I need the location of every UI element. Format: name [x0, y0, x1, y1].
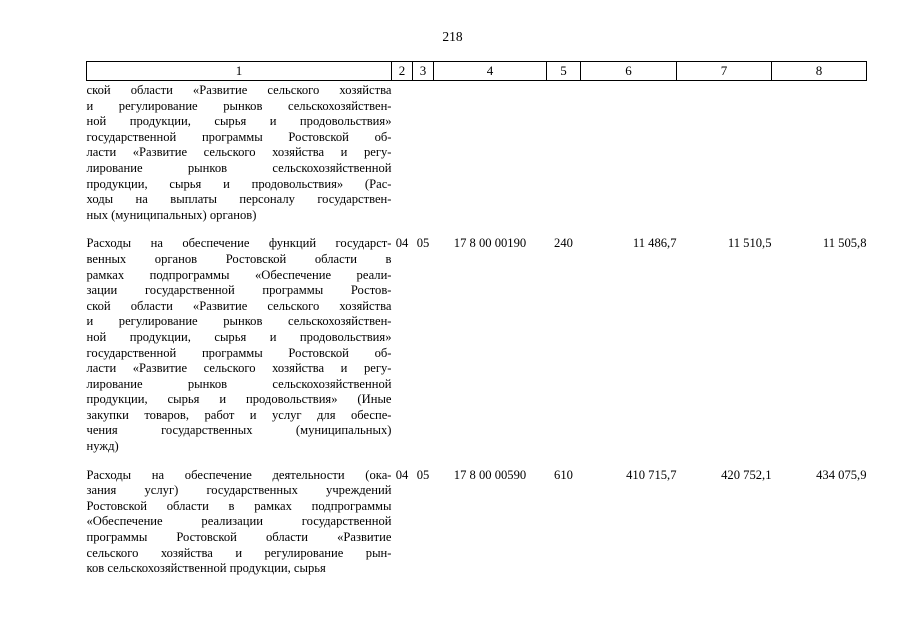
- description-line: и регулирование рынков сельскохозяйствен-: [86, 314, 392, 329]
- amount-col-7: 11 510,5: [727, 236, 772, 251]
- description-line: зания услуг) государственных учреждений: [86, 483, 392, 498]
- description-line: зации государственной программы Ростов-: [86, 283, 392, 298]
- description-line: программы Ростовской области «Развитие: [86, 530, 392, 545]
- description-line: государственной программы Ростовской об-: [86, 129, 392, 144]
- amount-col-7: 420 752,1: [721, 467, 772, 482]
- table-row: [87, 236, 867, 467]
- amount-col-8: 434 075,9: [816, 467, 867, 482]
- column-header-5: 5: [547, 62, 581, 81]
- header-row: [87, 62, 867, 81]
- expense-type-code: [547, 81, 581, 237]
- amount-col-8: [772, 81, 867, 237]
- column-header-7: 7: [677, 62, 772, 81]
- column-header-8: 8: [772, 62, 867, 81]
- amount-col-8: 11 505,8: [822, 236, 867, 251]
- description-line: ходы на выплаты персоналу государствен-: [86, 192, 392, 207]
- section-code: 04: [395, 467, 409, 482]
- description-line: Расходы на обеспечение деятельности (ока-: [86, 467, 392, 482]
- subsection-code: [413, 81, 434, 237]
- description-line: ной продукции, сырья и продовольствия»: [86, 329, 392, 344]
- table-row: [87, 468, 867, 577]
- description-line: «Обеспечение реализации государственной: [86, 514, 392, 529]
- target-article-code: 17 8 00 00190: [453, 236, 527, 251]
- amount-col-6: 11 486,7: [632, 236, 677, 251]
- target-article-code: [434, 81, 547, 237]
- table-row: [87, 81, 867, 237]
- expense-type-code: 610: [554, 467, 573, 482]
- description-line: закупки товаров, работ и услуг для обеспе-: [86, 407, 392, 422]
- description-line: и регулирование рынков сельскохозяйствен-: [86, 98, 392, 113]
- expense-description: [87, 468, 392, 577]
- subsection-code: 05: [416, 467, 430, 482]
- column-header-1: 1: [87, 62, 392, 81]
- column-header-3: 3: [413, 62, 434, 81]
- description-line: нужд): [86, 439, 119, 454]
- expense-description: [87, 81, 392, 237]
- description-line: чения государственных (муниципальных): [86, 423, 392, 438]
- section-code: 04: [395, 236, 409, 251]
- description-line: лирование рынков сельскохозяйственной: [86, 160, 392, 175]
- description-line: ласти «Развитие сельского хозяйства и регу-: [86, 361, 392, 376]
- description-line: ков сельскохозяйственной продукции, сырья: [86, 561, 326, 576]
- amount-col-6: [581, 81, 677, 237]
- target-article-code: 17 8 00 00590: [453, 467, 527, 482]
- description-line: продукции, сырья и продовольствия» (Рас-: [86, 176, 392, 191]
- column-header-2: 2: [392, 62, 413, 81]
- expense-description: [87, 236, 392, 467]
- description-line: лирование рынков сельскохозяйственной: [86, 376, 392, 391]
- description-line: ской области «Развитие сельского хозяйства: [86, 298, 392, 313]
- description-line: ных (муниципальных) органов): [86, 207, 257, 222]
- description-line: ской области «Развитие сельского хозяйства: [86, 83, 392, 97]
- budget-table: [86, 61, 867, 577]
- description-line: ласти «Развитие сельского хозяйства и регу-: [86, 145, 392, 160]
- description-line: государственной программы Ростовской об-: [86, 345, 392, 360]
- amount-col-7: [677, 81, 772, 237]
- column-header-6: 6: [581, 62, 677, 81]
- description-line: сельского хозяйства и регулирование рын-: [86, 545, 392, 560]
- description-line: венных органов Ростовской области в: [86, 251, 392, 266]
- description-line: продукции, сырья и продовольствия» (Иные: [86, 392, 392, 407]
- description-line: Расходы на обеспечение функций государст-: [86, 236, 392, 251]
- subsection-code: 05: [416, 236, 430, 251]
- description-line: ной продукции, сырья и продовольствия»: [86, 114, 392, 129]
- expense-type-code: 240: [554, 236, 573, 251]
- description-line: рамках подпрограммы «Обеспечение реали-: [86, 267, 392, 282]
- column-header-4: 4: [434, 62, 547, 81]
- page-number: 218: [442, 29, 463, 44]
- description-line: Ростовской области в рамках подпрограммы: [86, 498, 392, 513]
- section-code: [392, 81, 413, 237]
- amount-col-6: 410 715,7: [626, 467, 677, 482]
